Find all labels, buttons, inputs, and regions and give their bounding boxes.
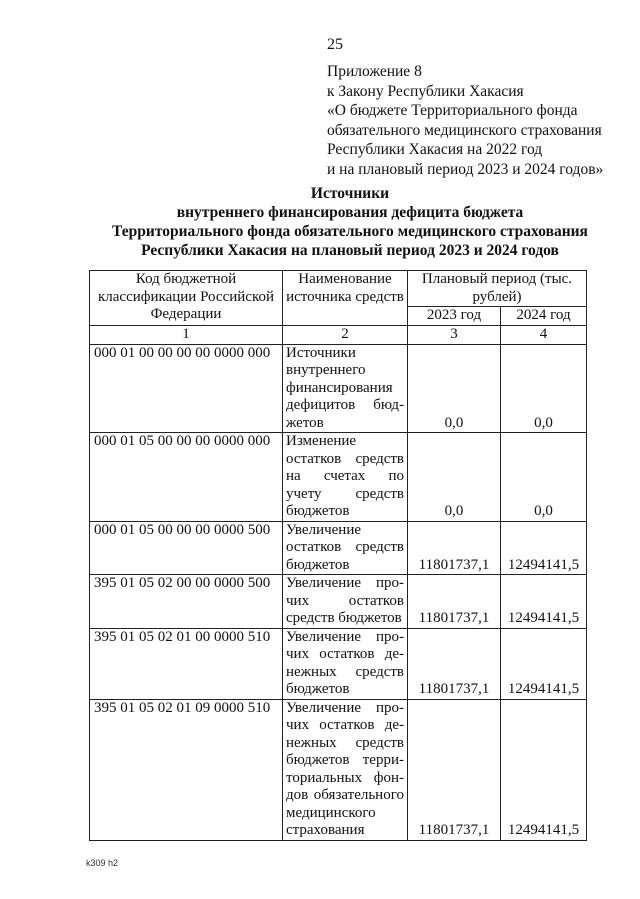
table-row [90, 628, 587, 699]
appendix-line: обязательного медицинского страхования [327, 121, 602, 139]
title-line: Республики Хакасия на плановый период 2023 и 2024 годов [141, 242, 559, 259]
row-value-2024: 12494141,5 [501, 521, 587, 575]
row-code: 000 01 05 00 00 00 0000 000 [90, 433, 283, 522]
title-line: Источники [310, 185, 390, 202]
row-name: Изменение остатков средств на счетах по учету средств бюджетов [283, 433, 408, 522]
appendix-line: «О бюджете Территориального фонда [327, 102, 578, 119]
row-name: Увеличение про-чих остатков де-нежных средств бюджетов [283, 628, 408, 699]
column-number: 1 [90, 325, 283, 344]
row-code: 395 01 05 02 00 00 0000 500 [90, 575, 283, 629]
appendix-reference [327, 62, 603, 179]
row-value-2023: 0,0 [408, 344, 501, 433]
column-number: 3 [408, 325, 501, 344]
page-number: 25 [327, 36, 343, 53]
row-name: Источники внутреннего финансирования дефицитов бюд-жетов [283, 344, 408, 433]
row-name: Увеличение про-чих остатков средств бюджетов [283, 575, 408, 629]
table-row [90, 521, 587, 575]
column-number: 4 [501, 325, 587, 344]
appendix-line: Приложение 8 [327, 63, 422, 80]
row-name: Увеличение остатков средств бюджетов [283, 521, 408, 575]
appendix-line: Республики Хакасия на 2022 год [327, 141, 543, 158]
table-row [90, 433, 587, 522]
row-value-2023: 11801737,1 [408, 628, 501, 699]
table-row [90, 699, 587, 840]
row-value-2024: 12494141,5 [501, 628, 587, 699]
row-code: 395 01 05 02 01 09 0000 510 [90, 699, 283, 840]
header-name: Наименование источника средств [283, 271, 408, 326]
row-code: 000 01 00 00 00 00 0000 000 [90, 344, 283, 433]
appendix-line: к Закону Республики Хакасия [327, 82, 524, 100]
footer-code: k309 h2 [86, 858, 119, 868]
table-row [90, 575, 587, 629]
sources-table [89, 270, 587, 841]
header-code: Код бюджетной классификации Российской Федерации [90, 271, 283, 326]
row-value-2023: 11801737,1 [408, 521, 501, 575]
header-year-2023: 2023 год [408, 307, 501, 326]
row-name: Увеличение про-чих остатков де-нежных средств бюджетов терри-ториальных фон-дов обязательного медицинского страхования [283, 699, 408, 840]
row-value-2023: 11801737,1 [408, 699, 501, 840]
column-number: 2 [283, 325, 408, 344]
header-period: Плановый период (тыс. рублей) [408, 271, 587, 307]
header-year-2024: 2024 год [501, 307, 587, 326]
table-row [90, 344, 587, 433]
row-value-2024: 12494141,5 [501, 575, 587, 629]
column-number-row [90, 325, 587, 344]
row-value-2024: 0,0 [501, 433, 587, 522]
appendix-line: и на плановый период 2023 и 2024 годов» [327, 160, 604, 178]
row-code: 395 01 05 02 01 00 0000 510 [90, 628, 283, 699]
title-line: Территориального фонда обязательного медицинского страхования [112, 223, 588, 240]
row-value-2024: 12494141,5 [501, 699, 587, 840]
row-value-2023: 11801737,1 [408, 575, 501, 629]
document-title [60, 184, 640, 260]
row-value-2024: 0,0 [501, 344, 587, 433]
header-row [90, 271, 587, 307]
row-value-2023: 0,0 [408, 433, 501, 522]
row-code: 000 01 05 00 00 00 0000 500 [90, 521, 283, 575]
title-line: внутреннего финансирования дефицита бюджета [176, 204, 524, 221]
